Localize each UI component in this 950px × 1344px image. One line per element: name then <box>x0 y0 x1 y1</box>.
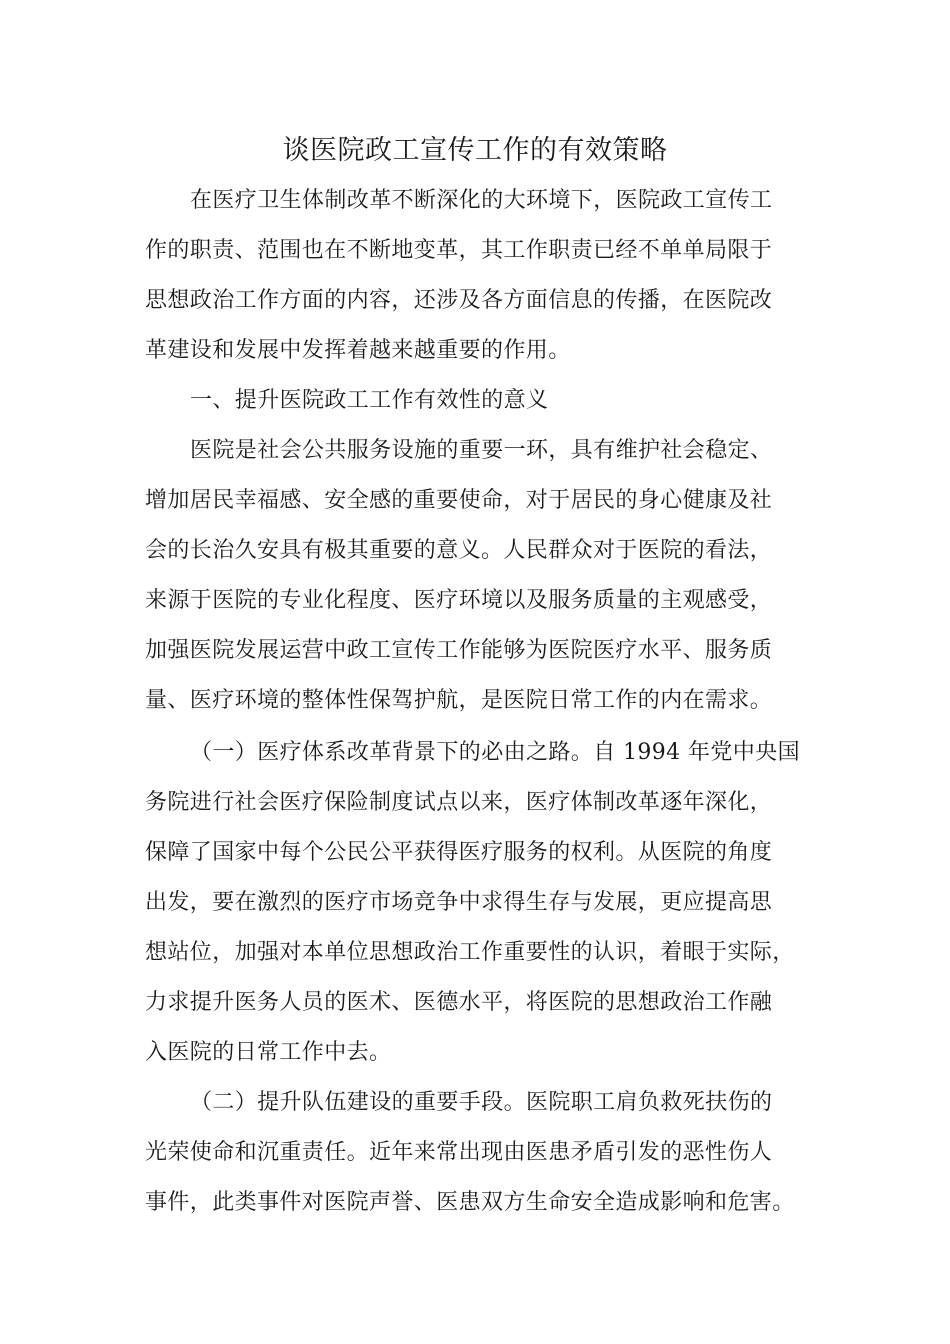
paragraph-line: 加强医院发展运营中政工宣传工作能够为医院医疗水平、服务质 <box>145 638 773 663</box>
section-heading: 一、提升医院政工工作有效性的意义 <box>190 388 549 413</box>
paragraph-line: 会的长治久安具有极其重要的意义。人民群众对于医院的看法， <box>145 538 773 563</box>
paragraph-line: （二）提升队伍建设的重要手段。医院职工肩负救死扶伤的 <box>190 1090 773 1115</box>
paragraph-line: 医院是社会公共服务设施的重要一环，具有维护社会稳定、 <box>190 438 773 463</box>
paragraph-line: 保障了国家中每个公民公平获得医疗服务的权利。从医院的角度 <box>145 840 773 865</box>
paragraph-line: 增加居民幸福感、安全感的重要使命，对于居民的身心健康及社 <box>145 488 773 513</box>
paragraph-line: 事件，此类事件对医院声誉、医患双方生命安全造成影响和危害。 <box>145 1190 795 1215</box>
paragraph-line: 来源于医院的专业化程度、医疗环境以及服务质量的主观感受， <box>145 588 773 613</box>
paragraph-line: 革建设和发展中发挥着越来越重要的作用。 <box>145 338 571 363</box>
paragraph-line: 入医院的日常工作中去。 <box>145 1040 392 1065</box>
paragraph-line: 在医疗卫生体制改革不断深化的大环境下，医院政工宣传工 <box>190 188 773 213</box>
paragraph-line: 量、医疗环境的整体性保驾护航，是医院日常工作的内在需求。 <box>145 688 773 713</box>
paragraph-line: 想站位，加强对本单位思想政治工作重要性的认识，着眼于实际， <box>145 940 795 965</box>
paragraph-line: 思想政治工作方面的内容，还涉及各方面信息的传播，在医院改 <box>145 288 773 313</box>
paragraph-line: 务院进行社会医疗保险制度试点以来，医疗体制改革逐年深化， <box>145 790 773 815</box>
document-title: 谈医院政工宣传工作的有效策略 <box>282 135 668 166</box>
paragraph-line: （一）医疗体系改革背景下的必由之路。自 1994 年党中央国 <box>190 740 800 765</box>
paragraph-line: 出发，要在激烈的医疗市场竞争中求得生存与发展，更应提高思 <box>145 890 773 915</box>
paragraph-line: 光荣使命和沉重责任。近年来常出现由医患矛盾引发的恶性伤人 <box>145 1140 773 1165</box>
paragraph-line: 力求提升医务人员的医术、医德水平，将医院的思想政治工作融 <box>145 990 773 1015</box>
paragraph-line: 作的职责、范围也在不断地变革，其工作职责已经不单单局限于 <box>145 238 773 263</box>
